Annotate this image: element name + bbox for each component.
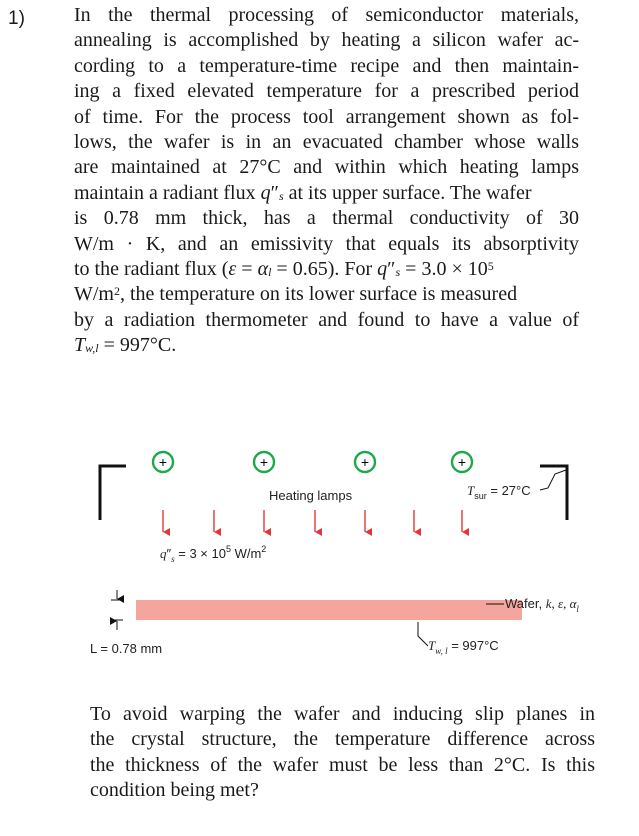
lamp-1 xyxy=(153,452,173,472)
line-8: maintain a radiant flux $q''_s$ at its upper surface. The wafer xyxy=(74,181,532,204)
line-1: In the thermal processing of semiconductor materials, xyxy=(74,4,579,26)
line-3: cording to a temperature-time recipe and then maintain- xyxy=(74,54,579,77)
svg-text:+: + xyxy=(457,454,467,470)
wafer-label: Wafer, k, ε, $\alpha_l$ xyxy=(505,596,579,614)
line-9: is 0.78 mm thick, has a thermal conductivity of 30 xyxy=(74,207,579,230)
line-14: $T_{w,l} = 997^\circ C$. xyxy=(74,334,177,357)
svg-text:+: + xyxy=(158,454,168,470)
closing-line-3: the thickness of the wafer must be less than 2°C. Is this xyxy=(90,753,595,776)
heating-lamps-label: Heating lamps xyxy=(269,488,353,503)
line-12: $W/m^2$, the temperature on its lower surface is measured xyxy=(74,283,518,306)
closing-line-4: condition being met? xyxy=(90,779,259,802)
line-11: to the radiant flux $(\varepsilon = \alpha_l = 0.65)$. For $q''_s = 3.0 \times 10^5$ xyxy=(74,258,494,281)
line-4: ing a fixed elevated temperature for a prescribed period xyxy=(74,80,579,103)
line-10: W/m · K, and an emissivity that equals its absorptivity xyxy=(74,232,579,255)
closing-line-1: To avoid warping the wafer and inducing slip planes in xyxy=(90,703,595,725)
thickness-dimension xyxy=(111,590,123,630)
flux-label: $q''_s = 3 \times 10^5$ $W/m^2$ xyxy=(160,544,267,564)
flux-arrows xyxy=(163,510,462,532)
wafer xyxy=(136,600,522,620)
t-sur-label: $T_{sur} = 27^\circ C$ xyxy=(467,483,531,501)
lamp-3 xyxy=(355,452,375,472)
line-6: lows, the wafer is in an evacuated chamber whose walls xyxy=(74,131,579,154)
line-13: by a radiation thermometer and found to have a value of xyxy=(74,308,579,331)
lamp-2 xyxy=(254,452,274,472)
tw-leader xyxy=(418,622,428,646)
lamp-4 xyxy=(452,452,472,472)
tsur-leader xyxy=(540,470,566,490)
line-2: annealing is accomplished by heating a silicon wafer ac- xyxy=(74,29,579,52)
closing-line-2: the crystal structure, the temperature difference across xyxy=(90,728,595,751)
svg-text:+: + xyxy=(360,454,370,470)
closing-question xyxy=(90,702,595,804)
tw-label: $T_{w, l} = 997^\circ C$ xyxy=(428,638,499,656)
svg-text:+: + xyxy=(259,454,269,470)
thickness-label: L = 0.78 mm xyxy=(90,641,163,656)
line-7: are maintained at 27°C and within which heating lamps xyxy=(74,156,579,179)
question-number: 1) xyxy=(8,8,25,29)
line-5: of time. For the process tool arrangement shown as fol- xyxy=(74,105,579,128)
